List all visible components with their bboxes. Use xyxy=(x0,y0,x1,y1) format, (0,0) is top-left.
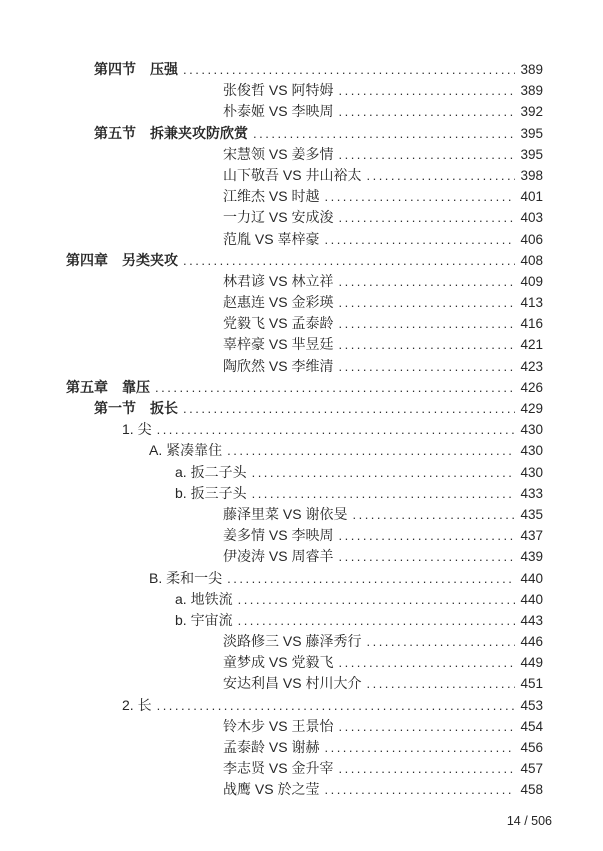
toc-entry-page: 401 xyxy=(520,189,543,205)
toc-entry-page: 408 xyxy=(520,252,543,268)
toc-entry-page: 440 xyxy=(520,591,543,607)
toc-entry-page: 430 xyxy=(520,443,543,459)
dotted-leader xyxy=(352,504,515,525)
toc-entry-page: 389 xyxy=(520,83,543,99)
toc-entry-label: 党毅飞 VS 孟泰龄 xyxy=(223,315,334,332)
toc-entry-page: 433 xyxy=(520,485,543,501)
dotted-leader xyxy=(238,610,515,631)
toc-entry[interactable] xyxy=(66,250,543,271)
toc-entry[interactable] xyxy=(66,101,543,122)
dotted-leader xyxy=(338,292,515,313)
dotted-leader xyxy=(338,525,515,546)
toc-entry[interactable] xyxy=(66,292,543,313)
dotted-leader xyxy=(338,716,515,737)
dotted-leader xyxy=(253,123,515,144)
toc-entry[interactable] xyxy=(66,229,543,250)
toc-entry-label: a. 扳二子头 xyxy=(175,463,247,480)
toc-entry-label: 范胤 VS 辜梓豪 xyxy=(223,230,320,247)
dotted-leader xyxy=(183,250,515,271)
toc-entry[interactable] xyxy=(66,59,543,80)
toc-entry-page: 403 xyxy=(520,210,543,226)
toc-entry[interactable] xyxy=(66,610,543,631)
dotted-leader xyxy=(157,695,515,716)
toc-entry-page: 430 xyxy=(520,464,543,480)
toc-entry-label: 伊凌涛 VS 周睿羊 xyxy=(223,548,334,565)
toc-entry[interactable] xyxy=(66,207,543,228)
toc-entry-page: 435 xyxy=(520,506,543,522)
dotted-leader xyxy=(338,356,515,377)
dotted-leader xyxy=(227,568,515,589)
dotted-leader xyxy=(338,144,515,165)
toc-entry-label: b. 宇宙流 xyxy=(175,611,233,628)
toc-entry-label: 第五章 靠压 xyxy=(66,378,150,395)
dotted-leader xyxy=(324,229,515,250)
dotted-leader xyxy=(324,779,515,800)
dotted-leader xyxy=(366,673,515,694)
toc-entry-page: 457 xyxy=(520,761,543,777)
toc-entry-page: 451 xyxy=(520,676,543,692)
toc-entry-label: 陶欣然 VS 李维清 xyxy=(223,357,334,374)
toc-entry[interactable] xyxy=(66,483,543,504)
toc-entry-label: 辜梓豪 VS 芈昱廷 xyxy=(223,336,334,353)
toc-entry[interactable] xyxy=(66,398,543,419)
toc-entry[interactable] xyxy=(66,462,543,483)
toc-entry-label: 1. 尖 xyxy=(122,421,152,438)
dotted-leader xyxy=(227,440,515,461)
toc-entry-label: 江维杰 VS 时越 xyxy=(223,188,320,205)
dotted-leader xyxy=(338,546,515,567)
toc-entry-label: A. 紧凑靠住 xyxy=(149,442,223,459)
toc-entry[interactable] xyxy=(66,165,543,186)
toc-entry[interactable] xyxy=(66,356,543,377)
toc-entry[interactable] xyxy=(66,525,543,546)
toc-entry-page: 440 xyxy=(520,570,543,586)
toc-entry-page: 423 xyxy=(520,358,543,374)
toc-entry-page: 395 xyxy=(520,146,543,162)
toc-entry[interactable] xyxy=(66,123,543,144)
toc-entry[interactable] xyxy=(66,80,543,101)
toc-entry[interactable] xyxy=(66,504,543,525)
toc-entry-page: 426 xyxy=(520,379,543,395)
page-number-footer: 14 / 506 xyxy=(506,814,552,828)
toc-entry-page: 409 xyxy=(520,273,543,289)
dotted-leader xyxy=(338,313,515,334)
toc-entry-label: 淡路修三 VS 藤泽秀行 xyxy=(223,633,362,650)
toc-entry[interactable] xyxy=(66,186,543,207)
toc-entry[interactable] xyxy=(66,271,543,292)
dotted-leader xyxy=(338,101,515,122)
toc-entry-label: 姜多情 VS 李映周 xyxy=(223,527,334,544)
toc-entry-page: 421 xyxy=(520,337,543,353)
toc-entry-page: 453 xyxy=(520,697,543,713)
toc-entry-label: 藤泽里菜 VS 谢依旻 xyxy=(223,505,348,522)
toc-entry-page: 443 xyxy=(520,612,543,628)
dotted-leader xyxy=(366,631,515,652)
toc-entry-label: 第四节 压强 xyxy=(94,61,178,77)
toc-entry-page: 398 xyxy=(520,167,543,183)
toc-entry-label: 第一节 扳长 xyxy=(94,400,178,416)
dotted-leader xyxy=(338,80,515,101)
toc-entry-page: 429 xyxy=(520,401,543,416)
toc-entry-page: 392 xyxy=(520,104,543,120)
table-of-contents xyxy=(66,59,543,801)
toc-entry-page: 439 xyxy=(520,549,543,565)
toc-entry-label: 朴泰姬 VS 李映周 xyxy=(223,103,334,120)
toc-entry-label: 一力辽 VS 安成浚 xyxy=(223,209,334,226)
toc-entry-page: 449 xyxy=(520,655,543,671)
dotted-leader xyxy=(366,165,515,186)
dotted-leader xyxy=(338,758,515,779)
toc-entry[interactable] xyxy=(66,144,543,165)
dotted-leader xyxy=(155,377,515,398)
toc-entry[interactable] xyxy=(66,652,543,673)
toc-entry-page: 406 xyxy=(520,231,543,247)
dotted-leader xyxy=(338,271,515,292)
toc-entry-page: 437 xyxy=(520,528,543,544)
toc-entry[interactable] xyxy=(66,377,543,398)
toc-entry[interactable] xyxy=(66,419,543,440)
toc-entry[interactable] xyxy=(66,695,543,716)
dotted-leader xyxy=(252,483,515,504)
toc-entry[interactable] xyxy=(66,334,543,355)
toc-entry-page: 430 xyxy=(520,422,543,438)
toc-entry-label: 第四章 另类夹攻 xyxy=(66,251,178,268)
toc-entry[interactable] xyxy=(66,758,543,779)
toc-entry-label: 孟泰龄 VS 谢赫 xyxy=(223,739,320,755)
toc-entry-label: 林君谚 VS 林立祥 xyxy=(223,272,334,289)
toc-entry-label: 铃木步 VS 王景怡 xyxy=(223,717,334,734)
toc-entry[interactable] xyxy=(66,440,543,461)
dotted-leader xyxy=(338,207,515,228)
dotted-leader xyxy=(238,589,515,610)
toc-entry-label: b. 扳三子头 xyxy=(175,484,247,501)
toc-entry-label: a. 地铁流 xyxy=(175,590,233,607)
toc-entry-label: 第五节 拆兼夹攻防欣赏 xyxy=(94,124,248,141)
toc-entry-page: 454 xyxy=(520,718,543,734)
toc-entry-label: 赵惠连 VS 金彩瑛 xyxy=(223,294,334,311)
dotted-leader xyxy=(338,334,515,355)
dotted-leader xyxy=(183,59,515,80)
toc-entry-page: 416 xyxy=(520,316,543,332)
toc-entry-label: 2. 长 xyxy=(122,696,152,713)
dotted-leader xyxy=(324,737,515,758)
toc-entry[interactable] xyxy=(66,779,543,800)
dotted-leader xyxy=(324,186,515,207)
dotted-leader xyxy=(183,398,515,419)
toc-entry-page: 456 xyxy=(520,740,543,755)
toc-entry-page: 446 xyxy=(520,634,543,650)
toc-entry[interactable] xyxy=(66,673,543,694)
toc-entry[interactable] xyxy=(66,589,543,610)
toc-entry[interactable] xyxy=(66,546,543,567)
dotted-leader xyxy=(338,652,515,673)
toc-entry[interactable] xyxy=(66,716,543,737)
toc-entry[interactable] xyxy=(66,737,543,758)
toc-entry-page: 458 xyxy=(520,782,543,798)
toc-entry-label: 宋慧领 VS 姜多情 xyxy=(223,145,334,162)
toc-entry-label: 安达利昌 VS 村川大介 xyxy=(223,675,362,692)
toc-entry[interactable] xyxy=(66,313,543,334)
toc-entry-page: 413 xyxy=(520,295,543,311)
dotted-leader xyxy=(252,462,515,483)
dotted-leader xyxy=(157,419,515,440)
toc-entry[interactable] xyxy=(66,631,543,652)
toc-entry-label: B. 柔和一尖 xyxy=(149,569,223,586)
toc-entry-page: 395 xyxy=(520,125,543,141)
toc-entry-label: 李志贤 VS 金升宰 xyxy=(223,760,334,777)
toc-entry-label: 张俊哲 VS 阿特姆 xyxy=(223,82,334,99)
toc-entry[interactable] xyxy=(66,568,543,589)
toc-entry-label: 山下敬吾 VS 井山裕太 xyxy=(223,166,362,183)
toc-entry-label: 战鹰 VS 於之莹 xyxy=(223,781,320,798)
toc-entry-label: 童梦成 VS 党毅飞 xyxy=(223,654,334,671)
toc-entry-page: 389 xyxy=(520,62,543,77)
